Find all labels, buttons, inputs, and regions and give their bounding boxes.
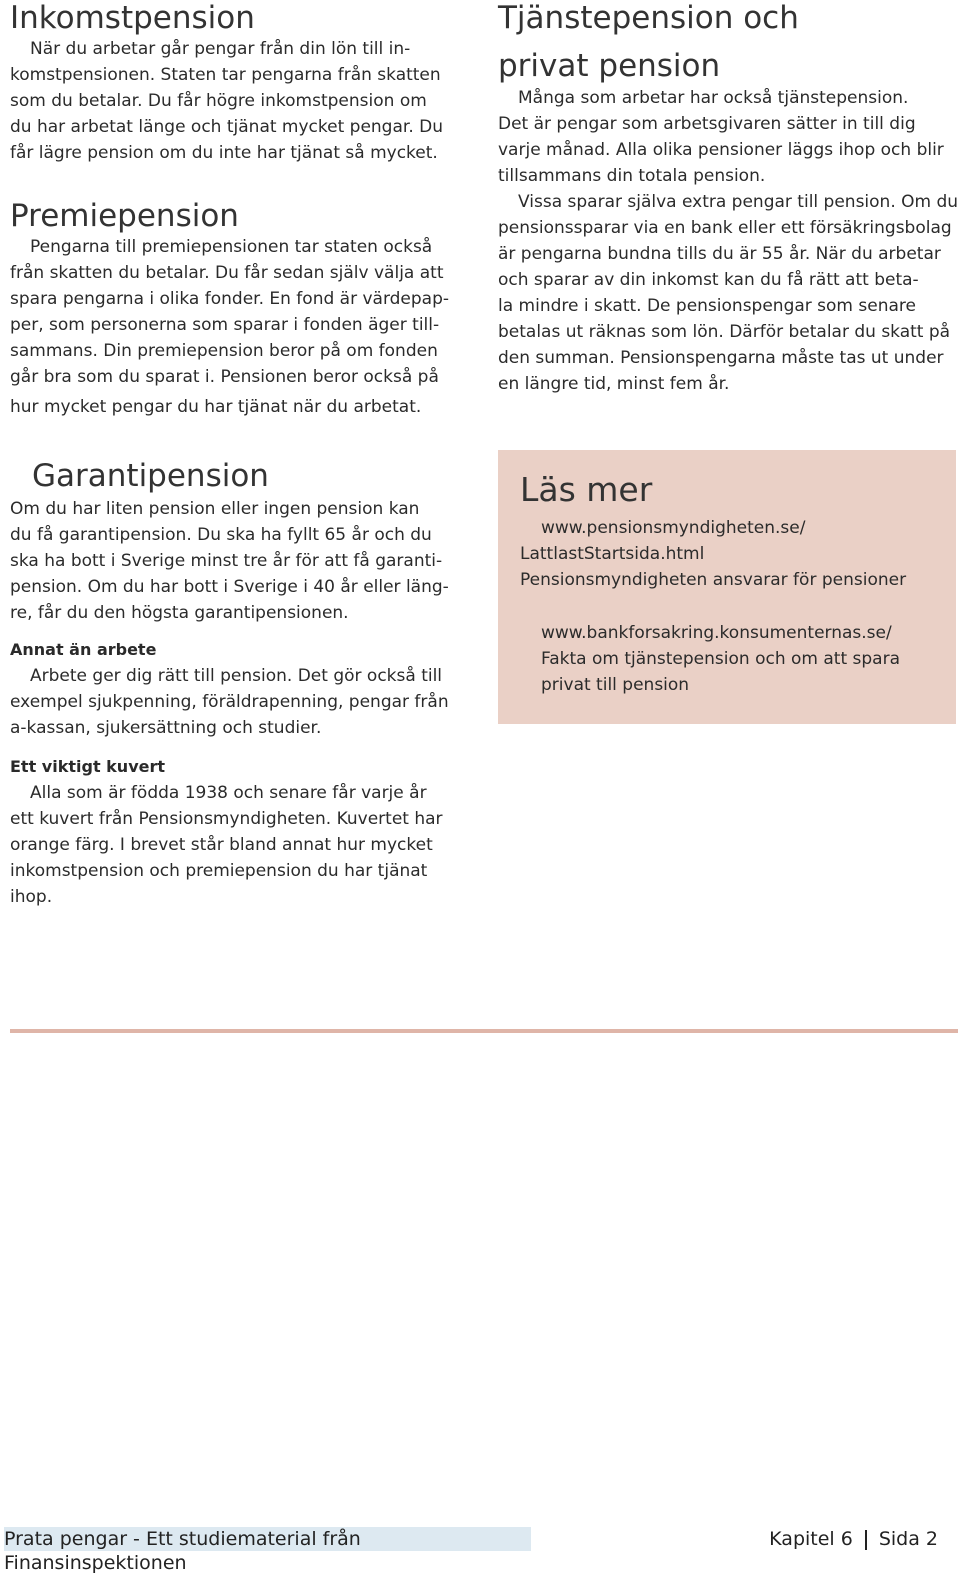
text-line: sammans. Din premiepension beror på om fonden	[10, 341, 438, 361]
text-line: Pengarna till premiepensionen tar staten också	[30, 237, 433, 257]
pensionsmyndigheten-link-line1[interactable]: www.pensionsmyndigheten.se/	[541, 518, 806, 538]
text-line: går bra som du sparat i. Pensionen beror också på	[10, 367, 439, 387]
page-label: Sida 2	[878, 1528, 938, 1550]
konsumenternas-link[interactable]: www.bankforsakring.konsumenternas.se/	[541, 623, 892, 643]
section-divider	[10, 1029, 958, 1033]
text-line: pension. Om du har bott i Sverige i 40 år eller läng-	[10, 577, 449, 597]
text-line: tillsammans din totala pension.	[498, 166, 766, 186]
text-line: komstpensionen. Staten tar pengarna från skatten	[10, 65, 441, 85]
text-line: När du arbetar går pengar från din lön till in-	[30, 39, 411, 59]
text-line: får lägre pension om du inte har tjänat så mycket.	[10, 143, 438, 163]
footer-page-info	[769, 1527, 938, 1551]
tjanstepension-text	[498, 85, 960, 397]
text-line: ska ha bott i Sverige minst tre år för att få garanti-	[10, 551, 443, 571]
viktigt-kuvert-text	[10, 780, 480, 910]
text-line: exempel sjukpenning, föräldrapenning, pengar från	[10, 692, 449, 712]
text-line: du få garantipension. Du ska ha fyllt 65 år och du	[10, 525, 432, 545]
text-line: la mindre i skatt. De pensionspengar som senare	[498, 296, 916, 316]
tjanstepension-heading-line1: Tjänstepension och	[498, 0, 799, 36]
premiepension-text	[10, 234, 468, 420]
text-line: ett kuvert från Pensionsmyndigheten. Kuvertet har	[10, 809, 443, 829]
inkomstpension-heading: Inkomstpension	[10, 0, 255, 36]
viktigt-kuvert-heading: Ett viktigt kuvert	[10, 757, 166, 776]
pensionsmyndigheten-description: Pensionsmyndigheten ansvarar för pensioner	[520, 570, 907, 590]
text-line: inkomstpension och premiepension du har tjänat	[10, 861, 428, 881]
text-line: från skatten du betalar. Du får sedan själv välja att	[10, 263, 444, 283]
text-line: Det är pengar som arbetsgivaren sätter in till dig	[498, 114, 916, 134]
pensionsmyndigheten-link-line2[interactable]: LattlastStartsida.html	[520, 544, 705, 564]
konsumenternas-description-line2: privat till pension	[541, 675, 690, 695]
premiepension-heading: Premiepension	[10, 198, 239, 234]
text-line: är pengarna bundna tills du är 55 år. När du arbetar	[498, 244, 941, 264]
text-line: spara pengarna i olika fonder. En fond är värdepap-	[10, 289, 450, 309]
chapter-label: Kapitel 6	[769, 1528, 853, 1550]
text-line: a-kassan, sjukersättning och studier.	[10, 718, 322, 738]
read-more-heading: Läs mer	[520, 470, 653, 509]
text-line: pensionssparar via en bank eller ett försäkringsbolag	[498, 218, 952, 238]
garantipension-heading: Garantipension	[32, 458, 269, 494]
text-line: Alla som är födda 1938 och senare får varje år	[30, 783, 427, 803]
text-line: och sparar av din inkomst kan du få rätt att beta-	[498, 270, 919, 290]
text-line: den summan. Pensionspengarna måste tas ut under	[498, 348, 944, 368]
text-line: betalas ut räknas som lön. Därför betalar du skatt på	[498, 322, 951, 342]
tjanstepension-heading-line2: privat pension	[498, 48, 721, 84]
text-line: du har arbetat länge och tjänat mycket pengar. Du	[10, 117, 443, 137]
text-line: Om du har liten pension eller ingen pension kan	[10, 499, 420, 519]
footer-title: Prata pengar - Ett studiematerial från Finansinspektionen	[4, 1527, 531, 1551]
konsumenternas-description-line1: Fakta om tjänstepension och om att spara	[541, 649, 900, 669]
text-line: ihop.	[10, 887, 53, 907]
text-line: per, som personerna som sparar i fonden äger till-	[10, 315, 440, 335]
text-line: hur mycket pengar du har tjänat när du arbetat.	[10, 397, 422, 417]
footer-separator	[865, 1530, 867, 1550]
text-line: orange färg. I brevet står bland annat hur mycket	[10, 835, 433, 855]
garantipension-text	[10, 496, 468, 626]
text-line: Många som arbetar har också tjänstepension.	[518, 88, 909, 108]
text-line: Vissa sparar själva extra pengar till pension. Om du	[518, 192, 959, 212]
text-line: Arbete ger dig rätt till pension. Det gör också till	[30, 666, 443, 686]
text-line: som du betalar. Du får högre inkomstpension om	[10, 91, 427, 111]
text-line: re, får du den högsta garantipensionen.	[10, 603, 349, 623]
annat-an-arbete-heading: Annat än arbete	[10, 640, 157, 659]
text-line: en längre tid, minst fem år.	[498, 374, 730, 394]
annat-an-arbete-text	[10, 663, 480, 741]
text-line: varje månad. Alla olika pensioner läggs ihop och blir	[498, 140, 944, 160]
inkomstpension-text	[10, 36, 468, 166]
